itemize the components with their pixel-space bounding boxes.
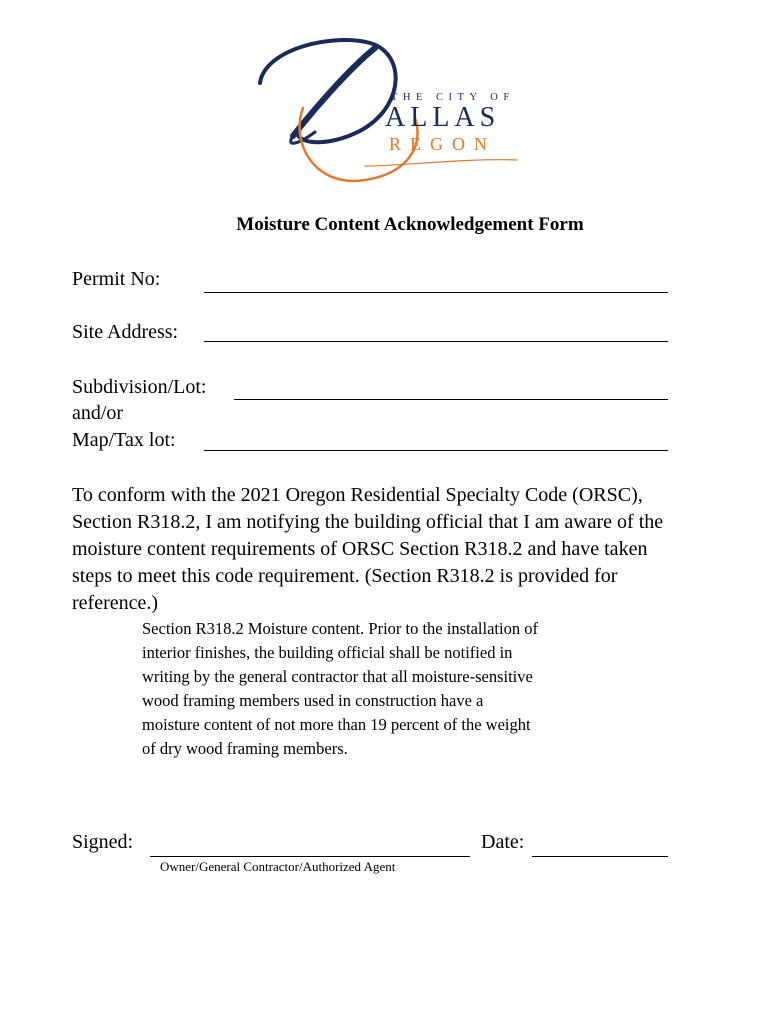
site-address-label: Site Address:: [72, 321, 179, 343]
site-address-line[interactable]: [204, 341, 668, 342]
map-tax-lot-label: Map/Tax lot:: [72, 429, 176, 451]
quote-line: of dry wood framing members.: [142, 739, 348, 758]
subdivision-label: Subdivision/Lot:: [72, 376, 207, 398]
permit-line[interactable]: [204, 292, 668, 293]
quote-line: interior finishes, the building official shall be notified in: [142, 643, 513, 662]
subdivision-line[interactable]: [234, 399, 668, 400]
paragraph-line: reference.): [72, 592, 159, 614]
date-line[interactable]: [532, 856, 668, 857]
map-tax-lot-line[interactable]: [204, 450, 668, 451]
logo-line-2: ALLAS: [385, 102, 501, 133]
city-logo: [255, 28, 535, 198]
date-label: Date:: [481, 831, 525, 853]
form-title: Moisture Content Acknowledgement Form: [236, 214, 584, 235]
quote-line: Section R318.2 Moisture content. Prior to the installation of: [142, 619, 538, 638]
signer-caption: Owner/General Contractor/Authorized Agent: [160, 859, 396, 874]
city-of-dallas-oregon-logo-icon: [255, 28, 535, 198]
quote-line: wood framing members used in construction have a: [142, 691, 484, 710]
paragraph-line: To conform with the 2021 Oregon Residential Specialty Code (ORSC),: [72, 484, 643, 506]
signature-line[interactable]: [150, 856, 470, 857]
acknowledgement-paragraph: [72, 482, 762, 617]
paragraph-line: steps to meet this code requirement. (Section R318.2 is provided for: [72, 565, 618, 587]
quote-line: writing by the general contractor that all moisture-sensitive: [142, 667, 533, 686]
signed-label: Signed:: [72, 831, 134, 853]
logo-line-1: THE CITY OF: [391, 92, 515, 103]
code-section-quote: [142, 617, 642, 761]
logo-line-3: REGON: [389, 134, 496, 154]
quote-line: moisture content of not more than 19 percent of the weight: [142, 715, 531, 734]
andor-label: and/or: [72, 402, 124, 424]
paragraph-line: Section R318.2, I am notifying the building official that I am aware of the: [72, 511, 664, 533]
permit-label: Permit No:: [72, 268, 161, 290]
paragraph-line: moisture content requirements of ORSC Section R318.2 and have taken: [72, 538, 648, 560]
